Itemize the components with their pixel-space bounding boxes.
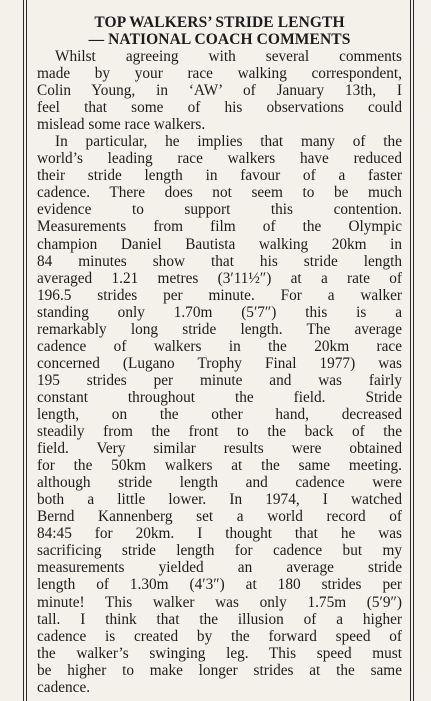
text-line: minute! This walker was only 1.75m (5′9″): [37, 593, 402, 611]
article-body: [37, 48, 402, 696]
text-line: cadence is created by the forward speed of: [37, 627, 402, 645]
text-line: 195 strides per minute and was fairly: [37, 371, 402, 389]
article-paragraph: [37, 133, 402, 696]
text-line: standing only 1.70m (5′7″) this is a: [37, 303, 402, 321]
text-line: remarkably long stride length. The average: [37, 320, 402, 338]
text-line: both a little lower. In 1974, I watched: [37, 491, 402, 509]
text-line: made by your race walking correspondent,: [37, 65, 402, 83]
text-line: 196.5 strides per minute. For a walker: [37, 286, 402, 304]
text-line: Colin Young, in ‘AW’ of January 13th, I: [37, 82, 402, 100]
text-line: steadily from the front to the back of the: [37, 423, 402, 441]
text-line: their stride length in favour of a faster: [37, 167, 402, 185]
text-line: length, on the other hand, decreased: [37, 405, 402, 423]
text-line: tall. I think that the illusion of a higher: [37, 610, 402, 628]
text-line: cadence of walkers in the 20km race: [37, 337, 402, 355]
text-line: be higher to make longer strides at the same: [37, 661, 402, 679]
text-line: mislead some race walkers.: [37, 116, 206, 134]
text-line: measurements yielded an average stride: [37, 559, 402, 577]
text-line: constant throughout the field. Stride: [37, 388, 402, 406]
text-line: Bernd Kannenberg set a world record of: [37, 508, 402, 526]
text-line: world’s leading race walkers have reduced: [37, 150, 402, 168]
text-line: although stride length and cadence were: [37, 474, 402, 492]
text-line: cadence. There does not seem to be much: [37, 184, 402, 202]
text-line: concerned (Lugano Trophy Final 1977) was: [37, 354, 402, 372]
text-line: feel that some of his observations could: [37, 99, 402, 117]
text-line: averaged 1.21 metres (3′11½″) at a rate of: [37, 269, 402, 287]
text-line: evidence to support this contention.: [37, 201, 402, 219]
headline-line: TOP WALKERS’ STRIDE LENGTH: [94, 14, 345, 31]
text-line: for the 50km walkers at the same meeting.: [37, 457, 402, 475]
text-line: champion Daniel Bautista walking 20km in: [37, 235, 402, 253]
text-line: the walker’s swinging leg. This speed must: [37, 644, 402, 662]
text-line: Measurements from film of the Olympic: [37, 218, 402, 236]
article-column: [37, 14, 402, 696]
text-line: sacrificing stride length for cadence but my: [37, 542, 402, 560]
text-line: field. Very similar results were obtained: [37, 440, 402, 458]
text-line: length of 1.30m (4′3″) at 180 strides per: [37, 576, 402, 594]
text-line: 84 minutes show that his stride length: [37, 252, 402, 270]
text-line: 84:45 for 20km. I thought that he was: [37, 525, 402, 543]
article-headline: [37, 14, 402, 48]
text-line: cadence.: [37, 678, 91, 696]
text-line: In particular, he implies that many of the: [55, 133, 402, 151]
text-line: Whilst agreeing with several comments: [55, 48, 402, 65]
headline-line: — NATIONAL COACH COMMENTS: [88, 31, 351, 48]
article-paragraph: [37, 48, 402, 133]
left-column-rule: [23, 0, 27, 701]
right-column-rule: [410, 0, 414, 701]
